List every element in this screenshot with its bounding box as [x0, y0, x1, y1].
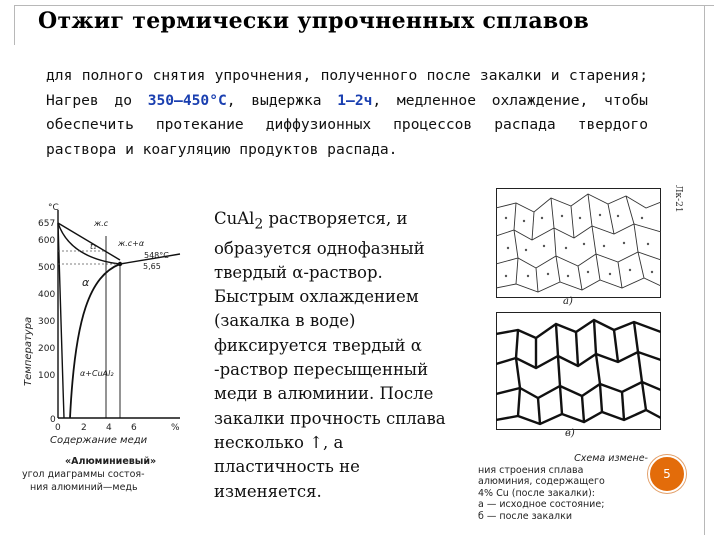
- y-tick-300: 300: [38, 317, 56, 327]
- y-tick-657: 657: [38, 219, 56, 229]
- micrograph-caption: [478, 453, 648, 522]
- y-tick-600: 600: [38, 236, 56, 246]
- y-tick-100: 100: [38, 371, 56, 381]
- frame-top-line: [14, 5, 714, 6]
- frame-left-line: [14, 5, 15, 45]
- x-tick-2: 2: [81, 423, 87, 433]
- page-number-badge: [648, 455, 686, 493]
- diagram-caption-2: угол диаграммы состоя-: [22, 469, 145, 480]
- body-text: [214, 207, 468, 504]
- x-tick-6: 6: [131, 423, 137, 433]
- alpha-label: α: [82, 276, 90, 289]
- micrograph-caption-line-6: б — после закалки: [478, 510, 572, 522]
- temp-548-label: 548°С: [144, 251, 169, 260]
- solvus-left: [58, 223, 64, 418]
- x-tick-percent: %: [171, 423, 180, 433]
- alpha-cual2-label: α+CuAl₂: [80, 369, 114, 378]
- zone-liquid-alpha-label: ж.с+α: [118, 239, 145, 248]
- slide-title: Отжиг термически упрочненных сплавов: [38, 8, 590, 34]
- x-tick-4: 4: [106, 423, 112, 433]
- y-tick-unit: °C: [48, 203, 59, 213]
- side-label: Лк-21: [673, 185, 683, 213]
- intro-paragraph: [46, 64, 648, 162]
- para-part3: , медленное охлаждение, чтобы обеспечить протекание диффузионных процессов распада твердого раствора и коагуляцию продуктов распада.: [46, 91, 648, 158]
- micrograph-b: [496, 312, 661, 430]
- page-number: 5: [663, 467, 671, 481]
- y-tick-400: 400: [38, 290, 56, 300]
- y-tick-500: 500: [38, 263, 56, 273]
- conc-565-label: 5,65: [143, 262, 161, 271]
- solvus-line: [70, 264, 120, 418]
- micrograph-caption-line-4: 4% Cu (после закалки):: [478, 487, 595, 499]
- y-tick-200: 200: [38, 344, 56, 354]
- diagram-caption-3: ния алюминий—медь: [30, 482, 138, 493]
- body-sub: 2: [254, 216, 264, 233]
- micrograph-caption-line-1: Схема измене-: [574, 453, 648, 464]
- x-tick-0: 0: [55, 423, 61, 433]
- y-axis-label: Температура: [23, 316, 34, 386]
- liquidus-line: [58, 223, 120, 260]
- frame-right-line: [704, 5, 705, 535]
- x-axis-label: Содержание меди: [50, 435, 148, 446]
- micrograph-caption-line-3: алюминия, содержащего: [478, 476, 605, 487]
- para-part2: , выдержка: [226, 91, 338, 109]
- para-time: 1—2ч: [337, 91, 373, 109]
- t1-label: t₁: [90, 242, 97, 251]
- zone-liquid-label: ж.с: [94, 219, 109, 228]
- diagram-caption-1: «Алюминиевый»: [65, 456, 157, 467]
- para-part1: для полного снятия упрочнения, полученного после закалки и старения; Нагрев до: [46, 67, 648, 109]
- micrograph-caption-line-2: ния строения сплава: [478, 464, 584, 476]
- point-548: [118, 262, 122, 266]
- micrograph-caption-line-5: а — исходное состояние;: [478, 499, 605, 510]
- micrograph-a: [496, 188, 661, 298]
- body-rest: растворяется, и образуется однофазный твердый α-раствор. Быстрым охлаждением (закалка в воде) фиксируется твердый α -раствор пересыщенный меди в алюминии. После закалки прочность сплава несколько ↑, а пластичность не изменяется.: [214, 209, 446, 501]
- body-cual: CuAl: [214, 209, 255, 228]
- phase-diagram: [20, 196, 202, 494]
- y-tick-0: 0: [50, 415, 56, 425]
- para-temp: 350—450°С: [147, 91, 227, 109]
- micrograph-a-label: а): [563, 296, 573, 307]
- micrograph-b-label: в): [565, 428, 575, 439]
